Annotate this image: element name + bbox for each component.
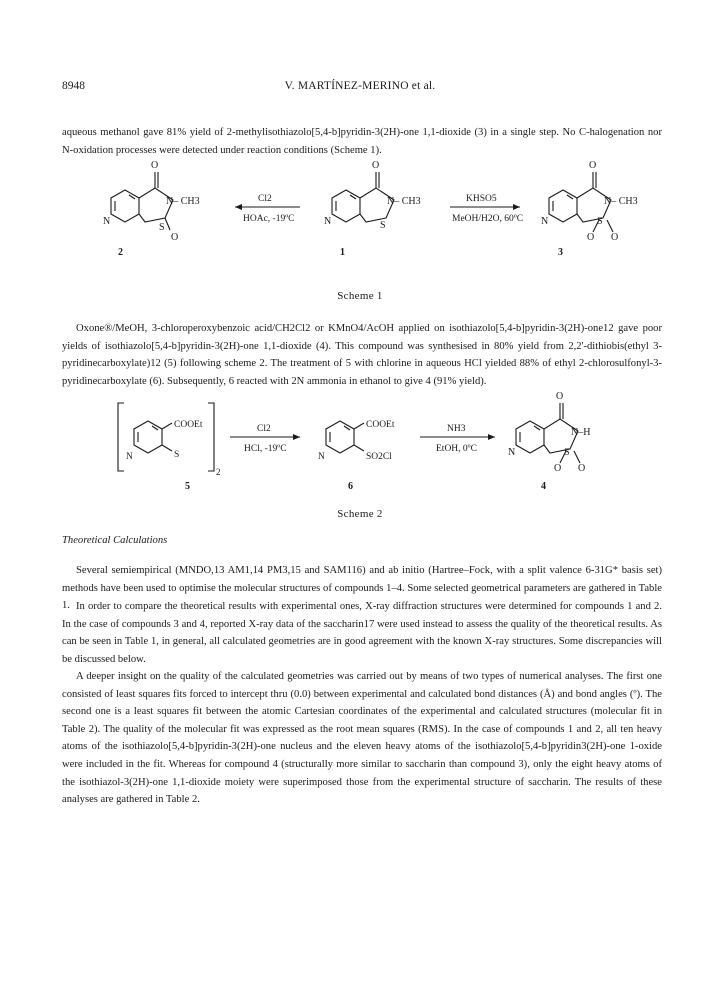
atom-s-label: S <box>597 216 603 227</box>
atom-o-label: O <box>171 232 179 243</box>
compound-label-3: 3 <box>558 247 563 258</box>
arrow-right-reagent: KHSO5 <box>466 194 497 204</box>
molecule-5 <box>118 403 221 477</box>
arrowhead-icon <box>293 434 300 440</box>
running-title: V. MARTÍNEZ-MERINO et al. <box>284 80 436 92</box>
atom-o-label: O <box>556 391 564 402</box>
atom-n-label: N <box>508 447 516 458</box>
paragraph-methods: Several semiempirical (MNDO,13 AM1,14 PM3,15 and SAM116) and ab initio (Hartree–Fock, with a split valence 6-31G* basis set) methods have been used to optimise the molecular structures of compounds 1–4. Some selected geometrical parameters are gathered in Table 1. <box>62 565 662 612</box>
atom-n-label: N <box>318 452 325 462</box>
atom-s-label: S <box>159 222 165 233</box>
arrowhead-icon <box>488 434 495 440</box>
scheme-1-figure <box>0 160 720 275</box>
atom-s-label: S <box>564 447 570 458</box>
atom-nch3-label: N– CH3 <box>604 196 638 207</box>
molecule-1 <box>324 160 421 231</box>
intro-paragraph: aqueous methanol gave 81% yield of 2-methylisothiazolo[5,4-b]pyridin-3(2H)-one 1,1-dioxide (3) in a single step. No C-halogenation nor N-oxidation processes were detected under reaction conditions (Scheme 1). <box>62 127 662 156</box>
arrow-2-conditions: EtOH, 0ºC <box>436 444 477 454</box>
paragraph-comparison: In order to compare the theoretical results with experimental ones, X-ray diffraction structures were determined for compounds 1 and 2. In the case of compounds 3 and 4, reported X-ray data of the saccharin17 were used instead to assess the quality of the theoretical results. As can be seen in Table 1, in general, all calculated geometries are in good agreement with the known X-ray structures. Some discrepancies will be discussed below. <box>62 601 662 665</box>
arrow-2-reagent: NH3 <box>447 424 466 434</box>
arrow-left-reagent: Cl2 <box>258 194 272 204</box>
scheme-2-caption: Scheme 2 <box>337 508 383 520</box>
molecule-3 <box>541 160 638 243</box>
atom-o-label: O <box>151 160 159 171</box>
atom-o-label: O <box>554 463 562 474</box>
atom-n-label: N <box>103 216 111 227</box>
page-number: 8948 <box>62 80 85 92</box>
atom-o-label: O <box>611 232 619 243</box>
compound-label-6: 6 <box>348 481 353 492</box>
molecule-6 <box>318 420 395 462</box>
arrowhead-icon <box>513 204 520 210</box>
atom-nch3-label: N– CH3 <box>166 196 200 207</box>
compound-label-1: 1 <box>340 247 345 258</box>
arrow-1-reagent: Cl2 <box>257 424 271 434</box>
scheme-2-figure <box>0 385 720 497</box>
arrow-right-conditions: MeOH/H2O, 60ºC <box>452 214 524 224</box>
atom-o-label: O <box>578 463 586 474</box>
atom-o-label: O <box>587 232 595 243</box>
s-label: S <box>174 450 180 460</box>
cooet-label: COOEt <box>366 420 395 430</box>
molecule-4 <box>508 391 590 474</box>
molecule-2 <box>103 160 200 243</box>
scheme-1-caption: Scheme 1 <box>337 290 383 302</box>
arrow-1-conditions: HCl, -19ºC <box>244 444 287 454</box>
compound-label-2: 2 <box>118 247 123 258</box>
atom-nch3-label: N– CH3 <box>387 196 421 207</box>
atom-o-label: O <box>589 160 597 171</box>
atom-n-label: N <box>324 216 332 227</box>
atom-n-label: N <box>126 452 133 462</box>
compound-label-4: 4 <box>541 481 546 492</box>
dimer-subscript: 2 <box>216 467 221 477</box>
compound-label-5: 5 <box>185 481 190 492</box>
paragraph-analysis: A deeper insight on the quality of the calculated geometries was carried out by means of two types of numerical analyses. The first one consisted of least squares fits forced to intercept thru (0.0) between experimental and calculated bond distances (Å) and bond angles (º). The second one is a least squares fit between the atomic Cartesian coordinates of the experimental and calculated structures (molecular fit in Table 2). The quality of the molecular fit was expressed as the root mean squares (RMS). In the case of compounds 1 and 2, all ten heavy atoms of the isothiazolo[5,4-b]pyridin-3(2H)-one nucleus and the eleven heavy atoms of the isothiazolo[5,4-b]pyridin3(2H)-one 1-oxide were included in the fit. Whereas for compound 4 (structurally more similar to saccharin than compound 3), only the eight heavy atoms of the isothiazol-3(2H)-one 1,1-dioxide moiety were superimposed those from the experimental structure of saccharin. The results of these analyses are gathered in Table 2. <box>62 671 662 806</box>
atom-o-label: O <box>372 160 380 171</box>
atom-s-label: S <box>380 220 386 231</box>
arrow-left-conditions: HOAc, -19ºC <box>243 214 295 224</box>
atom-n-label: N <box>541 216 549 227</box>
section-heading: Theoretical Calculations <box>62 535 168 546</box>
nh-label: N–H <box>571 427 591 438</box>
arrowhead-icon <box>235 204 242 210</box>
so2cl-label: SO2Cl <box>366 452 392 462</box>
cooet-label: COOEt <box>174 420 203 430</box>
paragraph-synthesis: Oxone®/MeOH, 3-chloroperoxybenzoic acid/CH2Cl2 or KMnO4/AcOH applied on isothiazolo[5,4-b]pyridin-3(2H)-one12 gave poor yields of isothiazolo[5,4-b]pyridin-3(2H)-one 1,1-dioxide (4). This compound was synthesised in 80% yield from 2,2'-dithiobis(ethyl 3-pyridinecarboxylate)12 (5) following scheme 2. The treatment of 5 with chlorine in aqueous HCl yielded 88% of ethyl 2-chlorosulfonyl-3-pyridinecarboxylate (6). Subsequently, 6 reacted with 2N ammonia in ethanol to give 4 (91% yield). <box>62 323 662 387</box>
